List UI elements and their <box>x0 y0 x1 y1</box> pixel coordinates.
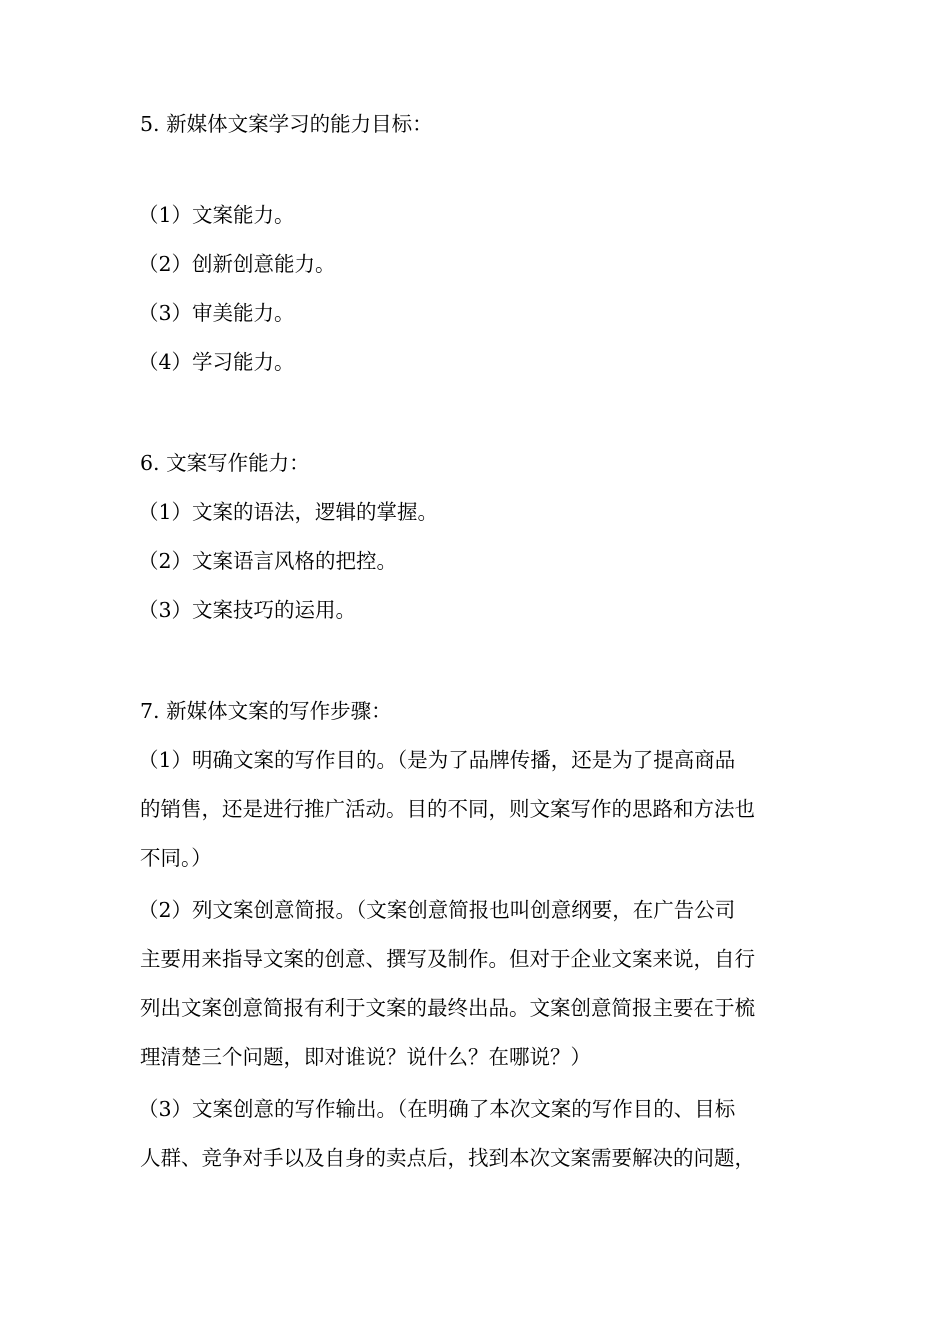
section-7-item-3-line-2: 人群、竞争对手以及自身的卖点后，找到本次文案需要解决的问题， <box>140 1146 755 1170</box>
section-6-heading: 6. 文案写作能力： <box>140 451 310 475</box>
section-7-heading: 7. 新媒体文案的写作步骤： <box>140 699 392 723</box>
section-5-item-2: （2）创新创意能力。 <box>138 252 336 276</box>
section-7-item-3-line-1: （3）文案创意的写作输出。（在明确了本次文案的写作目的、目标 <box>138 1097 736 1121</box>
section-6-item-1: （1）文案的语法，逻辑的掌握。 <box>138 500 439 524</box>
section-5-item-3: （3）审美能力。 <box>138 301 295 325</box>
section-7-item-2-line-3: 列出文案创意简报有利于文案的最终出品。文案创意简报主要在于梳 <box>140 996 755 1020</box>
section-7-item-1-line-2: 的销售，还是进行推广活动。目的不同，则文案写作的思路和方法也 <box>140 797 755 821</box>
section-7-item-2-line-1: （2）列文案创意简报。（文案创意简报也叫创意纲要，在广告公司 <box>138 898 736 922</box>
section-5-item-1: （1）文案能力。 <box>138 203 295 227</box>
section-6-item-2: （2）文案语言风格的把控。 <box>138 549 398 573</box>
section-7-item-2-line-4: 理清楚三个问题，即对谁说？说什么？在哪说？） <box>140 1045 591 1069</box>
section-7-item-1-line-1: （1）明确文案的写作目的。（是为了品牌传播，还是为了提高商品 <box>138 748 736 772</box>
section-7-item-1-line-3: 不同。） <box>140 846 212 870</box>
section-5-item-4: （4）学习能力。 <box>138 350 295 374</box>
section-6-item-3: （3）文案技巧的运用。 <box>138 598 357 622</box>
section-5-heading: 5. 新媒体文案学习的能力目标： <box>140 112 433 136</box>
section-7-item-2-line-2: 主要用来指导文案的创意、撰写及制作。但对于企业文案来说，自行 <box>140 947 755 971</box>
